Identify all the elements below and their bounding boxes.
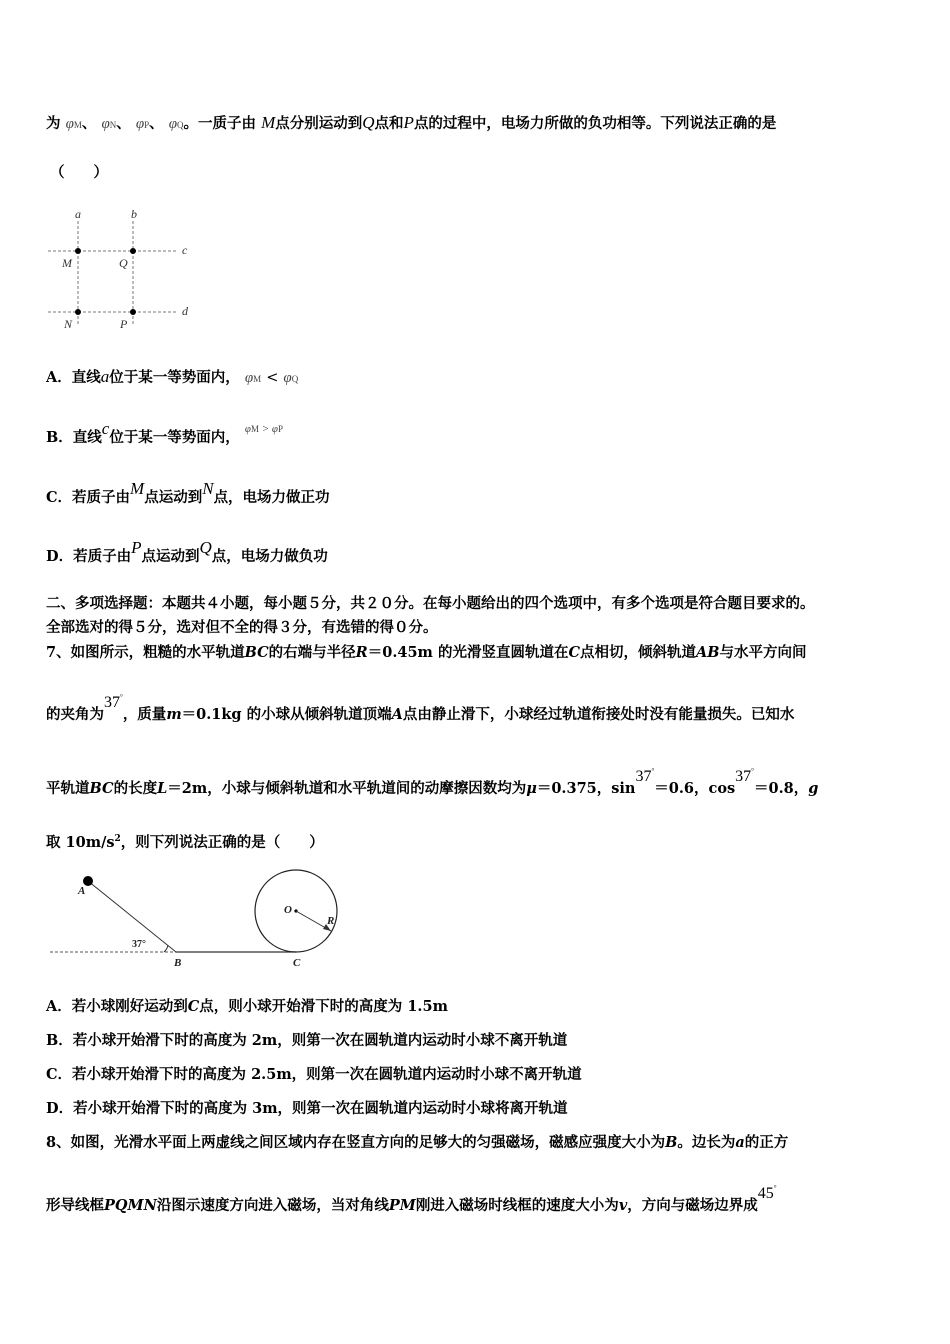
label-c: C: [293, 957, 301, 969]
section2-line-2: 全部选对的得５分，选对但不全的得３分，有选错的得０分。: [46, 619, 438, 636]
q6-option-b[interactable]: B．直线c位于某一等势面内， $^{\varphi M > \varphi P}$: [46, 419, 284, 446]
q8-line-2: 形导线框PQMN沿图示速度方向进入磁场，当对角线PM刚进入磁场时线框的速度大小为v，方向与磁场边界成45°: [46, 1184, 777, 1214]
phi-p-symbol: φP: [135, 116, 150, 132]
q8-line-1: 8、如图，光滑水平面上两虚线之间区域内存在竖直方向的足够大的匀强磁场，磁感应强度大小为B。边长为a的正方: [46, 1134, 789, 1151]
label-m: M: [62, 256, 72, 270]
label-c: c: [182, 243, 188, 257]
label-d: d: [182, 304, 188, 318]
q6-line-1: 为 φM、 φN、 φP、 φQ。一质子由 M点分别运动到Q点和P点的过程中，电场力所做的负功相等。下列说法正确的是: [46, 113, 777, 132]
section2-line-1: 二、多项选择题：本题共４小题，每小题５分，共２０分。在每小题给出的四个选项中，有多个选项是符合题目要求的。: [46, 595, 815, 612]
point-m: [75, 248, 81, 254]
label-o: O: [284, 904, 292, 916]
q6-option-d[interactable]: D．若质子由P点运动到Q点，电场力做负功: [46, 538, 328, 565]
label-a: A: [78, 885, 86, 897]
q7-track-figure: [48, 868, 348, 970]
q7-option-b[interactable]: B．若小球开始滑下时的高度为 2m，则第一次在圆轨道内运动时小球不离开轨道: [46, 1032, 568, 1049]
answer-paren: （ ）: [50, 164, 108, 181]
point-n: [75, 309, 81, 315]
q7-option-a[interactable]: A．若小球刚好运动到C点，则小球开始滑下时的高度为 1.5m: [46, 998, 448, 1015]
label-n: N: [64, 317, 73, 331]
label-p: P: [120, 317, 128, 331]
phi-n-symbol: φN: [101, 116, 117, 132]
label-r: R: [327, 915, 335, 927]
point-q: [130, 248, 136, 254]
phi-m-symbol: φM: [65, 116, 82, 132]
label-q: Q: [119, 256, 128, 270]
q6-option-c[interactable]: C．若质子由M点运动到N点，电场力做正功: [46, 479, 330, 506]
point-p: [130, 309, 136, 315]
label-b: B: [174, 957, 182, 969]
label-a: a: [75, 207, 81, 221]
label-b: b: [131, 207, 137, 221]
q7-option-c[interactable]: C．若小球开始滑下时的高度为 2.5m，则第一次在圆轨道内运动时小球不离开轨道: [46, 1066, 582, 1083]
angle-arc: [164, 945, 168, 952]
q7-line-2: 的夹角为37°，质量m＝0.1kg 的小球从倾斜轨道顶端A点由静止滑下，小球经过轨道衔接处时没有能量损失。已知水: [46, 693, 795, 723]
q7-option-d[interactable]: D．若小球开始滑下时的高度为 3m，则第一次在圆轨道内运动时小球将离开轨道: [46, 1100, 568, 1117]
q6-option-a[interactable]: A．直线a位于某一等势面内， φM < φQ: [46, 367, 299, 386]
q6-grid-figure: [48, 205, 198, 335]
label-angle: 37°: [132, 939, 146, 950]
q7-line-3: 平轨道BC的长度L＝2m，小球与倾斜轨道和水平轨道间的动摩擦因数均为μ＝0.375，sin37°＝0.6，cos37°＝0.8，g: [46, 767, 819, 797]
q7-line-1: 7、如图所示，粗糙的水平轨道BC的右端与半径R＝0.45m 的光滑竖直圆轨道在C点相切，倾斜轨道AB与水平方向间: [46, 644, 807, 661]
phi-q-symbol: φQ: [168, 116, 184, 132]
q7-line-4: 取 $10m/s^2$，则下列说法正确的是（ ）: [46, 833, 324, 851]
